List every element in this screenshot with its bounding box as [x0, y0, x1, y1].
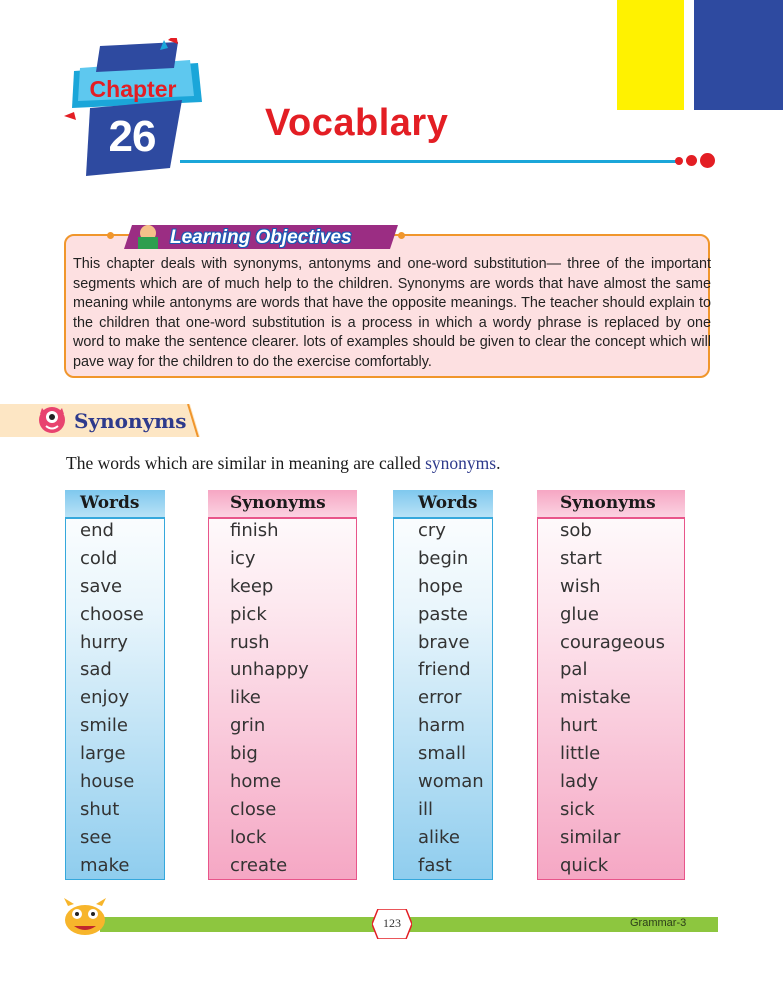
table-cell: cold	[80, 547, 118, 569]
table-cell: close	[230, 798, 277, 820]
table-cell: pick	[230, 603, 267, 625]
page-title: Vocablary	[265, 102, 449, 144]
table-cell: save	[80, 575, 123, 597]
table-cell: home	[230, 771, 282, 793]
table-cell: little	[560, 743, 601, 765]
table-cell: like	[230, 687, 261, 709]
learning-objectives-title: Learning Objectives	[170, 227, 352, 248]
table-cell: smile	[80, 715, 128, 737]
words-column	[65, 490, 165, 880]
table-cell: hope	[418, 575, 463, 597]
table-cell: brave	[418, 631, 470, 653]
column-header: Words	[393, 490, 493, 519]
banner-dot	[398, 232, 405, 239]
table-cell: courageous	[560, 631, 666, 653]
corner-yellow-block	[617, 0, 684, 110]
table-cell: grin	[230, 715, 266, 737]
section-title: Synonyms	[74, 409, 187, 433]
column-header: Synonyms	[537, 490, 685, 519]
table-cell: quick	[560, 854, 609, 876]
page-number: 123	[383, 916, 401, 930]
table-cell: unhappy	[230, 659, 309, 681]
table-cell: choose	[80, 603, 144, 625]
table-cell: pal	[560, 659, 588, 681]
table-cell: fast	[418, 854, 452, 876]
table-cell: shut	[80, 798, 120, 820]
table-cell: glue	[560, 603, 599, 625]
synonyms-column	[537, 490, 685, 880]
table-cell: harm	[418, 715, 466, 737]
table-cell: start	[560, 547, 602, 569]
table-cell: small	[418, 743, 466, 765]
section-intro	[66, 453, 500, 474]
table-cell: ill	[418, 798, 434, 820]
monster-mascot-icon	[34, 402, 70, 438]
table-cell: end	[80, 520, 114, 541]
table-cell: sick	[560, 798, 595, 820]
table-cell: sob	[560, 520, 592, 541]
title-dot	[700, 153, 715, 168]
table-cell: hurry	[80, 631, 128, 653]
table-cell: lock	[230, 826, 267, 848]
title-dot	[686, 155, 697, 166]
table-cell: cry	[418, 520, 446, 541]
table-cell: icy	[230, 547, 256, 569]
table-cell: create	[230, 854, 288, 876]
table-cell: lady	[560, 771, 599, 793]
table-cell: make	[80, 854, 130, 876]
synonyms-column	[208, 490, 357, 880]
table-cell: keep	[230, 575, 274, 597]
intro-keyword: synonyms	[425, 453, 497, 473]
table-cell: large	[80, 743, 126, 765]
corner-blue-block	[694, 0, 783, 110]
table-cell: hurt	[560, 715, 598, 737]
chapter-number: 26	[108, 112, 156, 161]
intro-text: The words which are similar in meaning are called	[66, 453, 426, 473]
banner-dot	[107, 232, 114, 239]
title-dot	[675, 157, 683, 165]
table-cell: alike	[418, 826, 460, 848]
table-cell: begin	[418, 547, 469, 569]
column-header: Words	[65, 490, 165, 519]
table-cell: woman	[418, 771, 484, 793]
table-cell: finish	[230, 520, 279, 541]
title-rule	[180, 160, 680, 163]
table-cell: see	[80, 826, 112, 848]
table-cell: mistake	[560, 687, 631, 709]
table-cell: enjoy	[80, 687, 130, 709]
chapter-label: Chapter	[89, 76, 177, 102]
table-cell: big	[230, 743, 258, 765]
intro-suffix: .	[496, 453, 501, 473]
table-cell: error	[418, 687, 462, 709]
table-cell: similar	[560, 826, 621, 848]
table-cell: paste	[418, 603, 468, 625]
table-cell: rush	[230, 631, 270, 653]
learning-objectives-text: This chapter deals with synonyms, antonyms and one-word substitution— three of the important segments which are of much help to the children. Synonyms are words that have almost the same meaning while antonyms are words that have the opposite meanings. The teacher should explain to the children that one-word substitution is a process in which a wordy phrase is replaced by one word to make the sentence clearer. lots of examples should be given to clear the concept which will pave way for the children to do the exercise comfortably.	[73, 256, 711, 370]
table-cell: house	[80, 771, 135, 793]
table-cell: wish	[560, 575, 601, 597]
table-cell: friend	[418, 659, 471, 681]
column-header: Synonyms	[208, 490, 357, 519]
table-cell: sad	[80, 659, 112, 681]
footer-label: Grammar-3	[630, 917, 687, 929]
footer-monster-icon	[60, 896, 110, 938]
words-column	[393, 490, 493, 880]
